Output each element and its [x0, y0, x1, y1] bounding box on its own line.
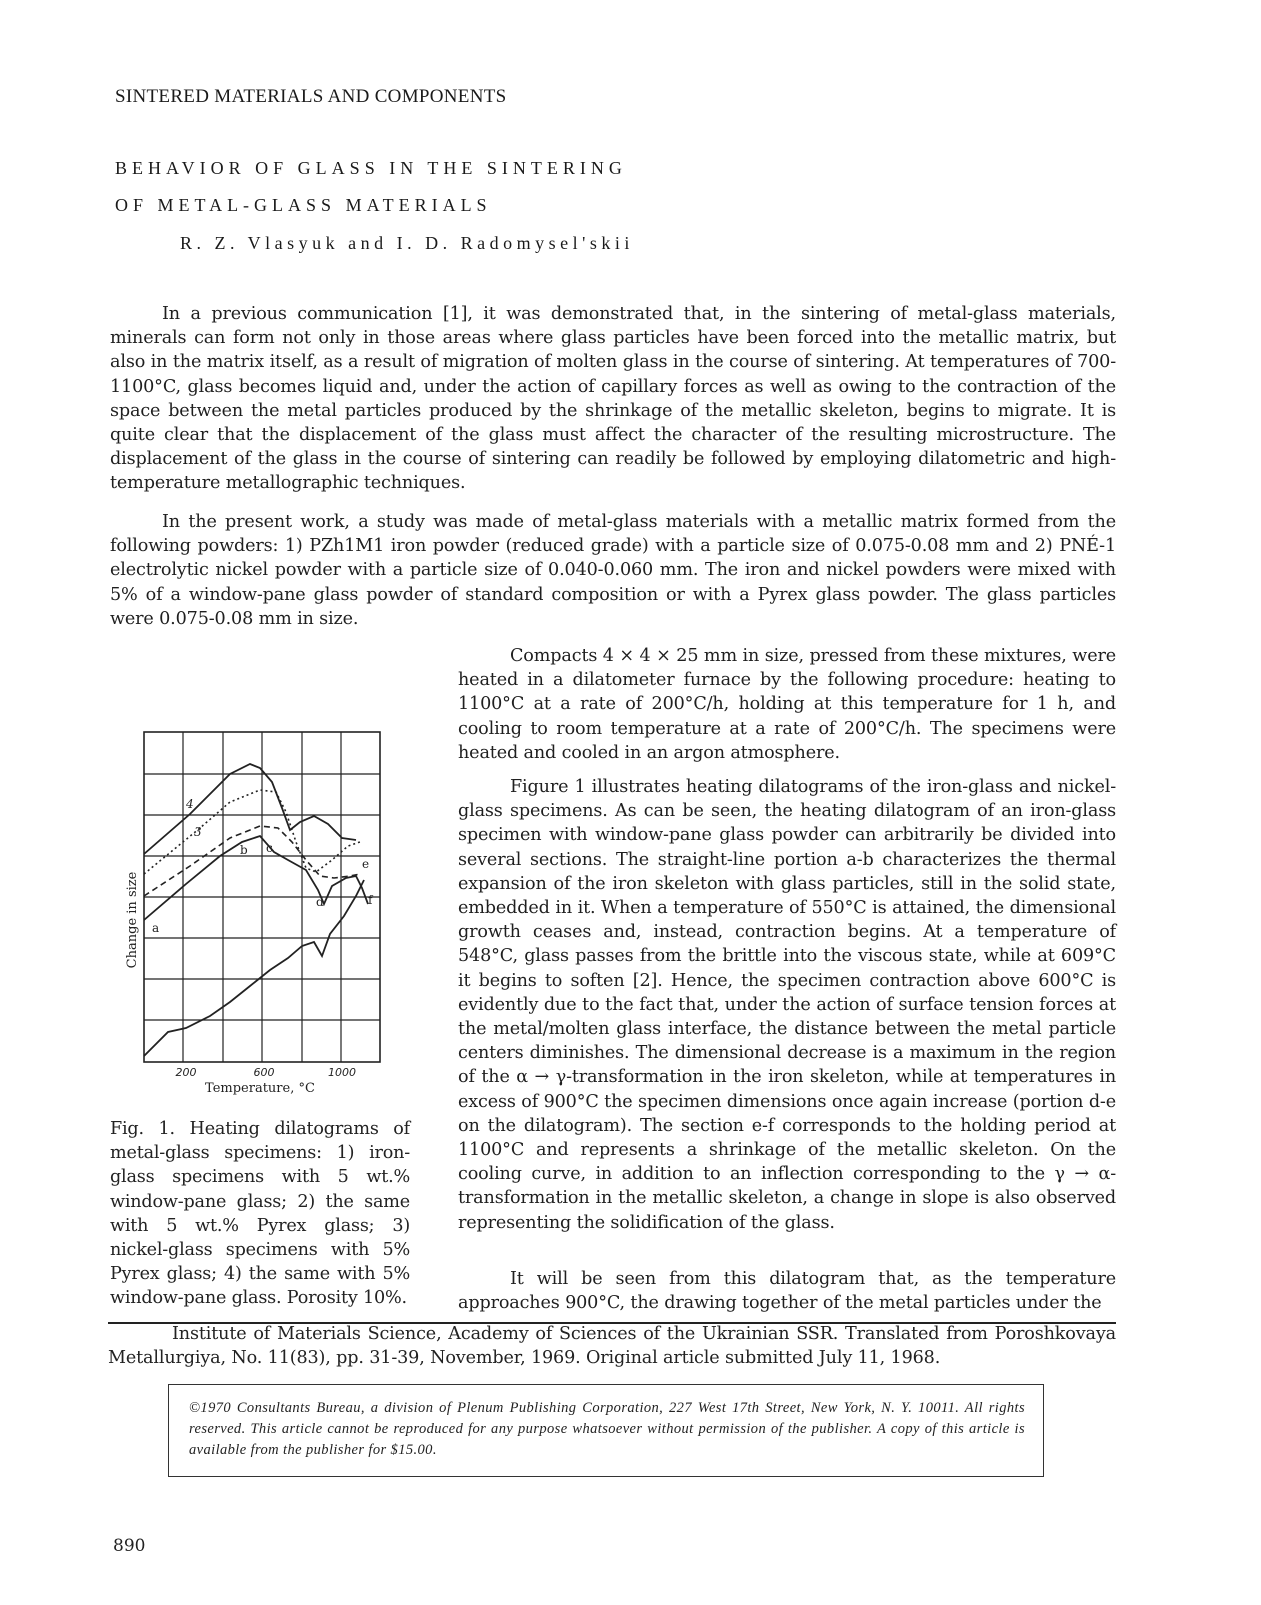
page-number: 890 — [113, 1536, 146, 1556]
article-title-line-2: OF METAL-GLASS MATERIALS — [115, 195, 492, 215]
label-b: b — [240, 843, 248, 857]
figure-dilatogram — [110, 720, 410, 1100]
label-e: e — [362, 857, 370, 871]
section-heading: SINTERED MATERIALS AND COMPONENTS — [115, 86, 507, 107]
label-d: d — [316, 895, 324, 909]
dilatogram-plot — [110, 720, 410, 1100]
y-axis-label: Change in size — [125, 871, 140, 969]
figure-caption: Fig. 1. Heating dilatograms of metal-glass specimens: 1) iron-glass specimens with 5 wt.% window-pane glass; 2) the same with 5 wt.% Pyrex glass; 3) nickel-glass specimens with 5% Pyrex glass; 4) the same with 5% window-pane glass. Porosity 10%. — [110, 1119, 410, 1309]
cooling-curve — [144, 880, 364, 1056]
plot-grid — [144, 732, 380, 1062]
paragraph-materials: In the present work, a study was made of metal-glass materials with a metallic matrix formed from the following powders: 1) PZh1M1 iron powder (reduced grade) with a particle size of 0.075-0.08 mm and 2) PNÉ-1 electrolytic nickel powder with a particle size of 0.040-0.060 mm. The iron and nickel powders were mixed with 5% of a window-pane glass powder of standard composition or with a Pyrex glass powder. The glass particles were 0.075-0.08 mm in size. — [110, 512, 1116, 629]
paragraph-figure-discussion: Figure 1 illustrates heating dilatograms of the iron-glass and nickel-glass specimens. As can be seen, the heating dilatogram of an iron-glass specimen with window-pane glass powder can arbitrarily be divided into several sections. The straight-line portion a-b characterizes the thermal expansion of the iron skeleton with glass particles, still in the solid state, embedded in it. When a temperature of 550°C is attained, the dimensional growth ceases and, instead, contraction begins. At a temperature of 548°C, glass passes from the brittle into the viscous state, while at 609°C it begins to soften [2]. Hence, the specimen contraction above 600°C is evidently due to the fact that, under the action of surface tension forces at the metal/molten glass interface, the distance between the metal particle centers diminishes. The dimensional decrease is a maximum in the region of the α → γ-transformation in the iron skeleton, while at temperatures in excess of 900°C the specimen dimensions once again increase (portion d-e on the dilatogram). The section e-f corresponds to the holding period at 1100°C and represents a shrinkage of the metallic skeleton. On the cooling curve, in addition to an inflection corresponding to the γ → α-transformation in the metallic skeleton, a change in slope is also observed representing the solidification of the glass. — [458, 777, 1116, 1233]
affiliation-note: Institute of Materials Science, Academy of Sciences of the Ukrainian SSR. Translated from Poroshkovaya Metallurgiya, No. 11(83), pp. 31-39, November, 1969. Original article submitted July 11, 1968. — [108, 1324, 1116, 1368]
x-tick-200: 200 — [175, 1066, 197, 1079]
copyright-box — [168, 1384, 1044, 1477]
x-tick-600: 600 — [253, 1066, 275, 1079]
paragraph-intro: In a previous communication [1], it was demonstrated that, in the sintering of metal-glass materials, minerals can form not only in those areas where glass particles have been forced into the metallic matrix, but also in the matrix itself, as a result of migration of molten glass in the course of sintering. At temperatures of 700-1100°C, glass becomes liquid and, under the action of capillary forces as well as owing to the contraction of the space between the metal particles produced by the shrinkage of the metallic skeleton, begins to migrate. It is quite clear that the displacement of the glass must affect the character of the resulting microstructure. The displacement of the glass in the course of sintering can readily be followed by employing dilatometric and high-temperature metallographic techniques. — [110, 304, 1116, 494]
label-3: 3 — [194, 825, 202, 839]
x-tick-1000: 1000 — [328, 1066, 356, 1079]
label-c: c — [266, 841, 273, 855]
authors: R. Z. Vlasyuk and I. D. Radomysel'skii — [180, 233, 634, 253]
paragraph-procedure: Compacts 4 × 4 × 25 mm in size, pressed from these mixtures, were heated in a dilatometer furnace by the following procedure: heating to 1100°C at a rate of 200°C/h, holding at this temperature for 1 h, and cooling to room temperature at a rate of 200°C/h. The specimens were heated and cooled in an argon atmosphere. — [458, 646, 1116, 763]
curve-3 — [144, 790, 360, 874]
paragraph-continuation: It will be seen from this dilatogram that, as the temperature approaches 900°C, the drawing together of the metal particles under the — [458, 1269, 1116, 1314]
curve-4 — [144, 764, 356, 854]
article-title — [115, 150, 627, 224]
copyright-text: ©1970 Consultants Bureau, a division of Plenum Publishing Corporation, 227 West 17th Street, New York, N. Y. 10011. All rights reserved. This article cannot be reproduced for any purpose whatsoever without permission of the publisher. A copy of this article is available from the publisher for $15.00. — [189, 1400, 1025, 1458]
curve-2 — [144, 826, 360, 896]
label-a: a — [152, 921, 160, 935]
label-f: f — [368, 893, 373, 907]
article-title-line-1: BEHAVIOR OF GLASS IN THE SINTERING — [115, 158, 627, 178]
x-axis-label: Temperature, °C — [205, 1081, 315, 1096]
label-4: 4 — [186, 797, 194, 811]
